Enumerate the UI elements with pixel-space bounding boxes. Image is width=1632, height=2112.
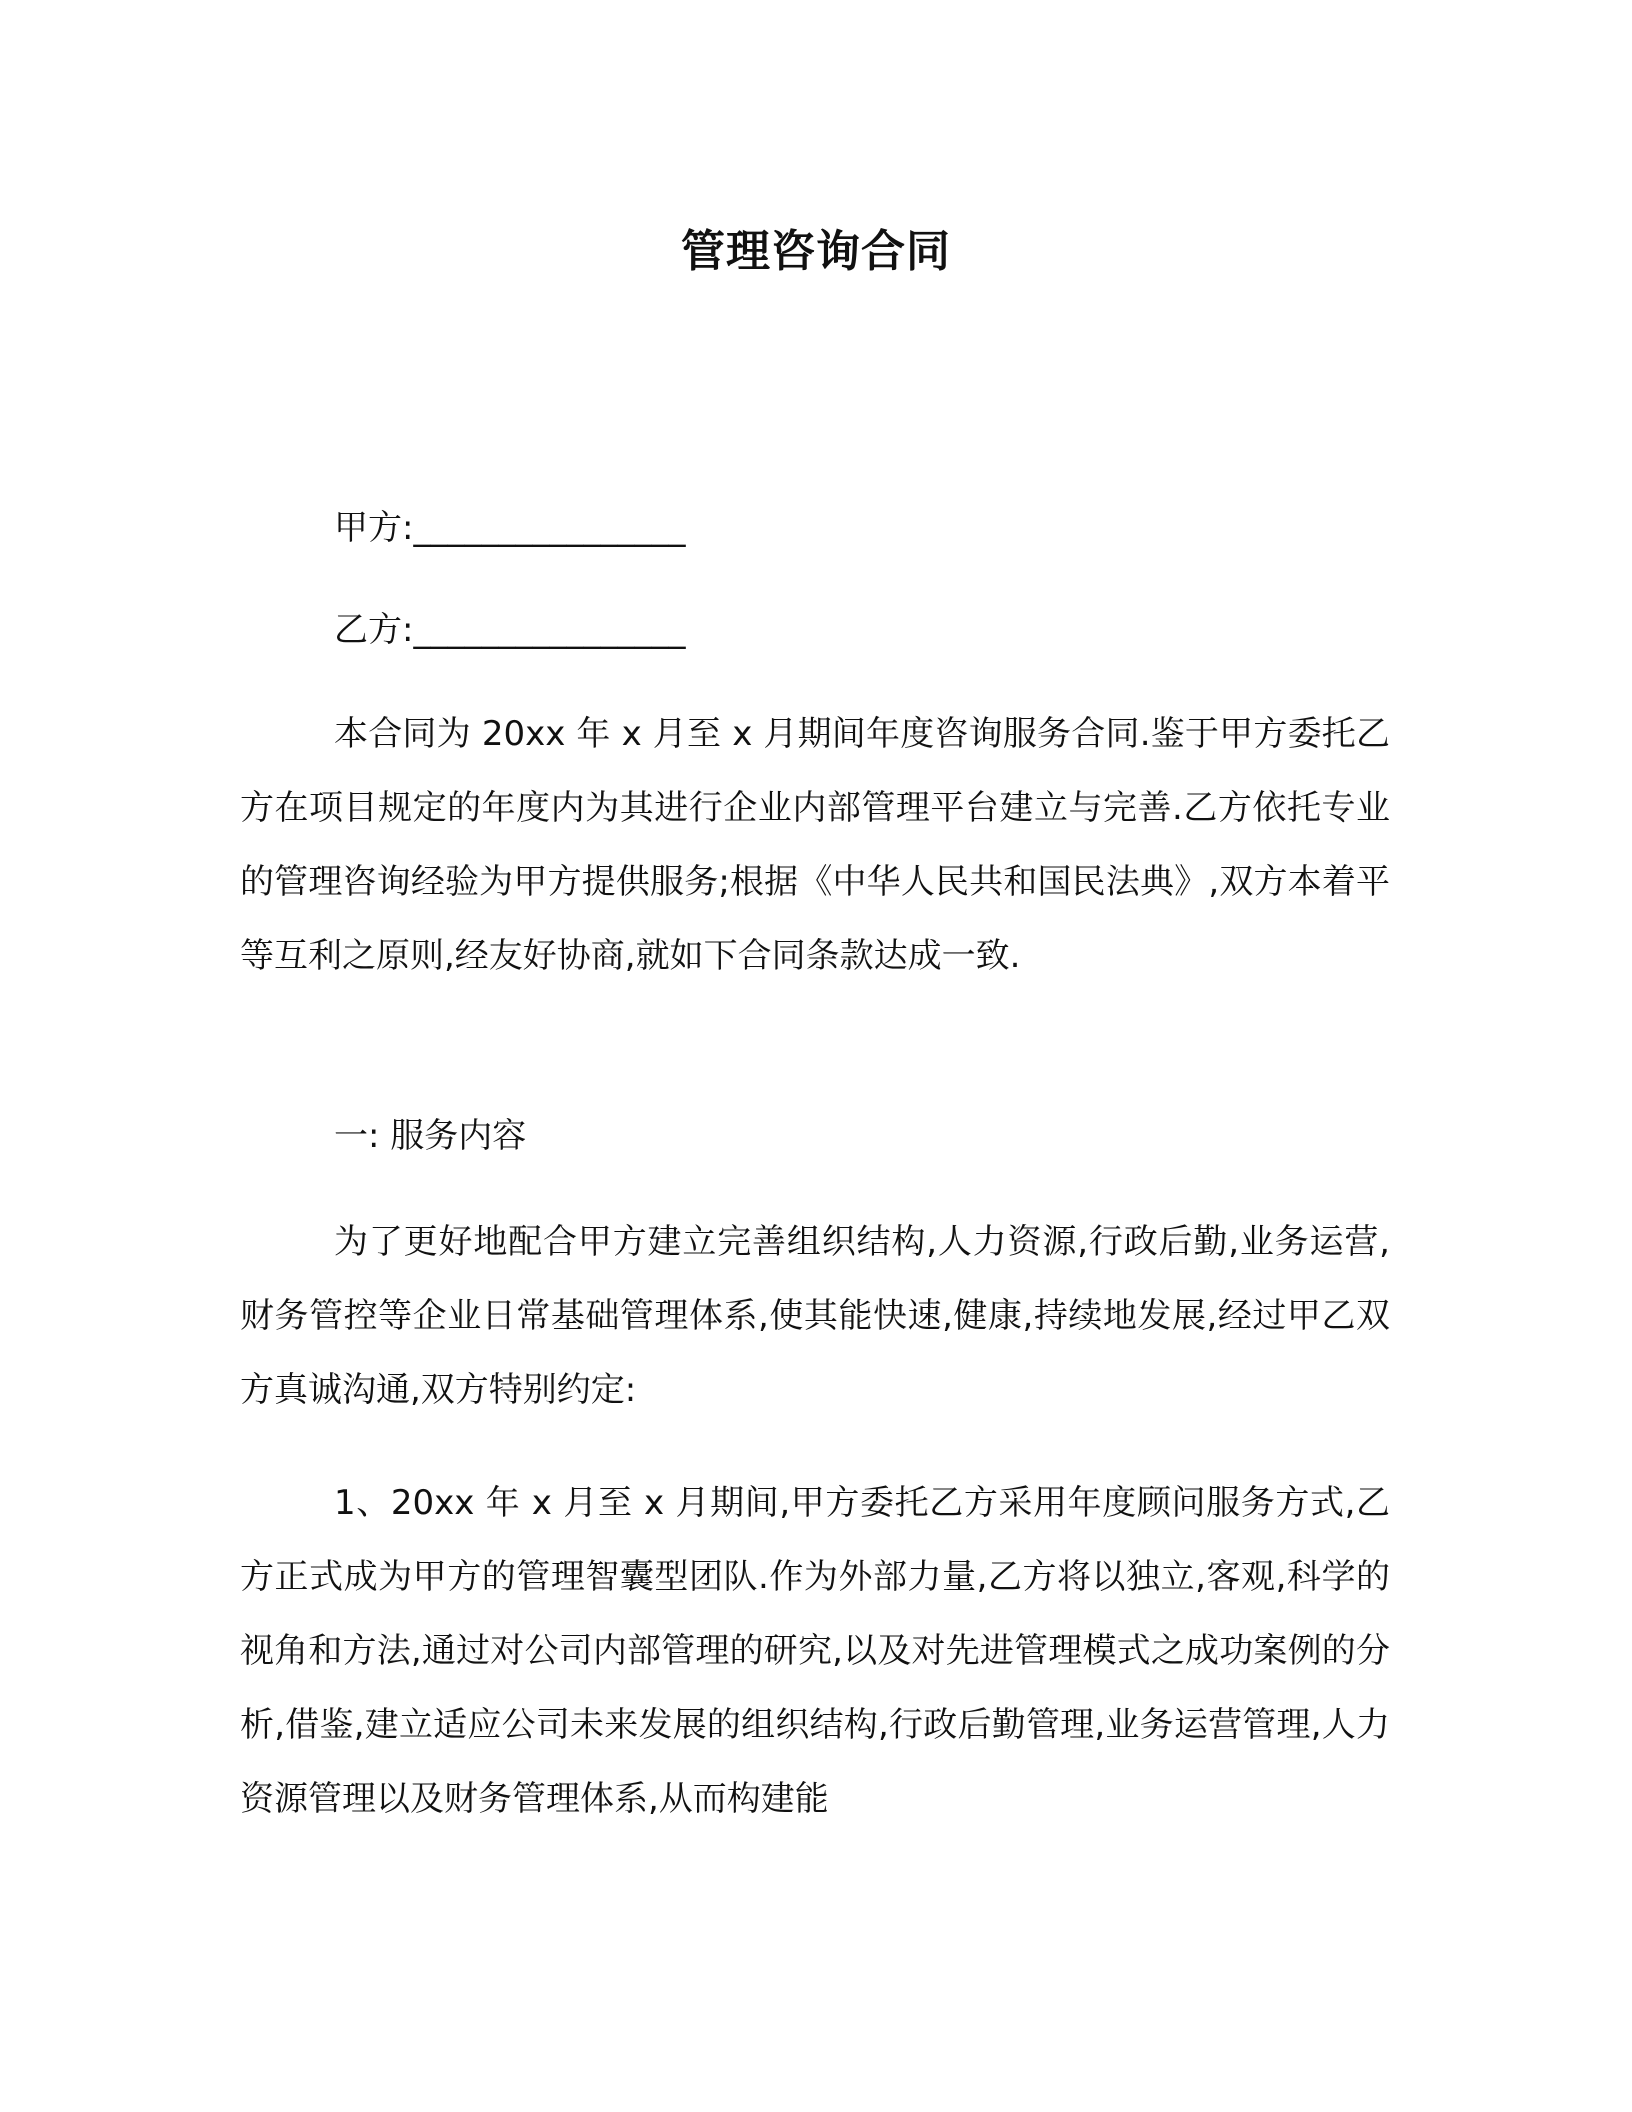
- clause-1-paragraph: 1、20xx 年 x 月至 x 月期间,甲方委托乙方采用年度顾问服务方式,乙方正式成为甲方的管理智囊型团队.作为外部力量,乙方将以独立,客观,科学的视角和方法,通过对公司内部管理的研究,以及对先进管理模式之成功案例的分析,借鉴,建立适应公司未来发展的组织结构,行政后勤管理,业务运营管理,人力资源管理以及财务管理体系,从而构建能: [240, 1483, 1390, 1819]
- service-paragraph: 为了更好地配合甲方建立完善组织结构,人力资源,行政后勤,业务运营,财务管控等企业日常基础管理体系,使其能快速,健康,持续地发展,经过甲乙双方真诚沟通,双方特别约定:: [240, 1222, 1390, 1410]
- party-a-line: 甲方:________________: [334, 508, 686, 548]
- intro-paragraph: 本合同为 20xx 年 x 月至 x 月期间年度咨询服务合同.鉴于甲方委托乙方在项目规定的年度内为其进行企业内部管理平台建立与完善.乙方依托专业的管理咨询经验为甲方提供服务;根据《中华人民共和国民法典》,双方本着平等互利之原则,经友好协商,就如下合同条款达成一致.: [240, 714, 1390, 976]
- section-heading-service-content: 一: 服务内容: [334, 1116, 527, 1156]
- party-b-line: 乙方:________________: [334, 610, 686, 650]
- document-title: 管理咨询合同: [681, 226, 951, 277]
